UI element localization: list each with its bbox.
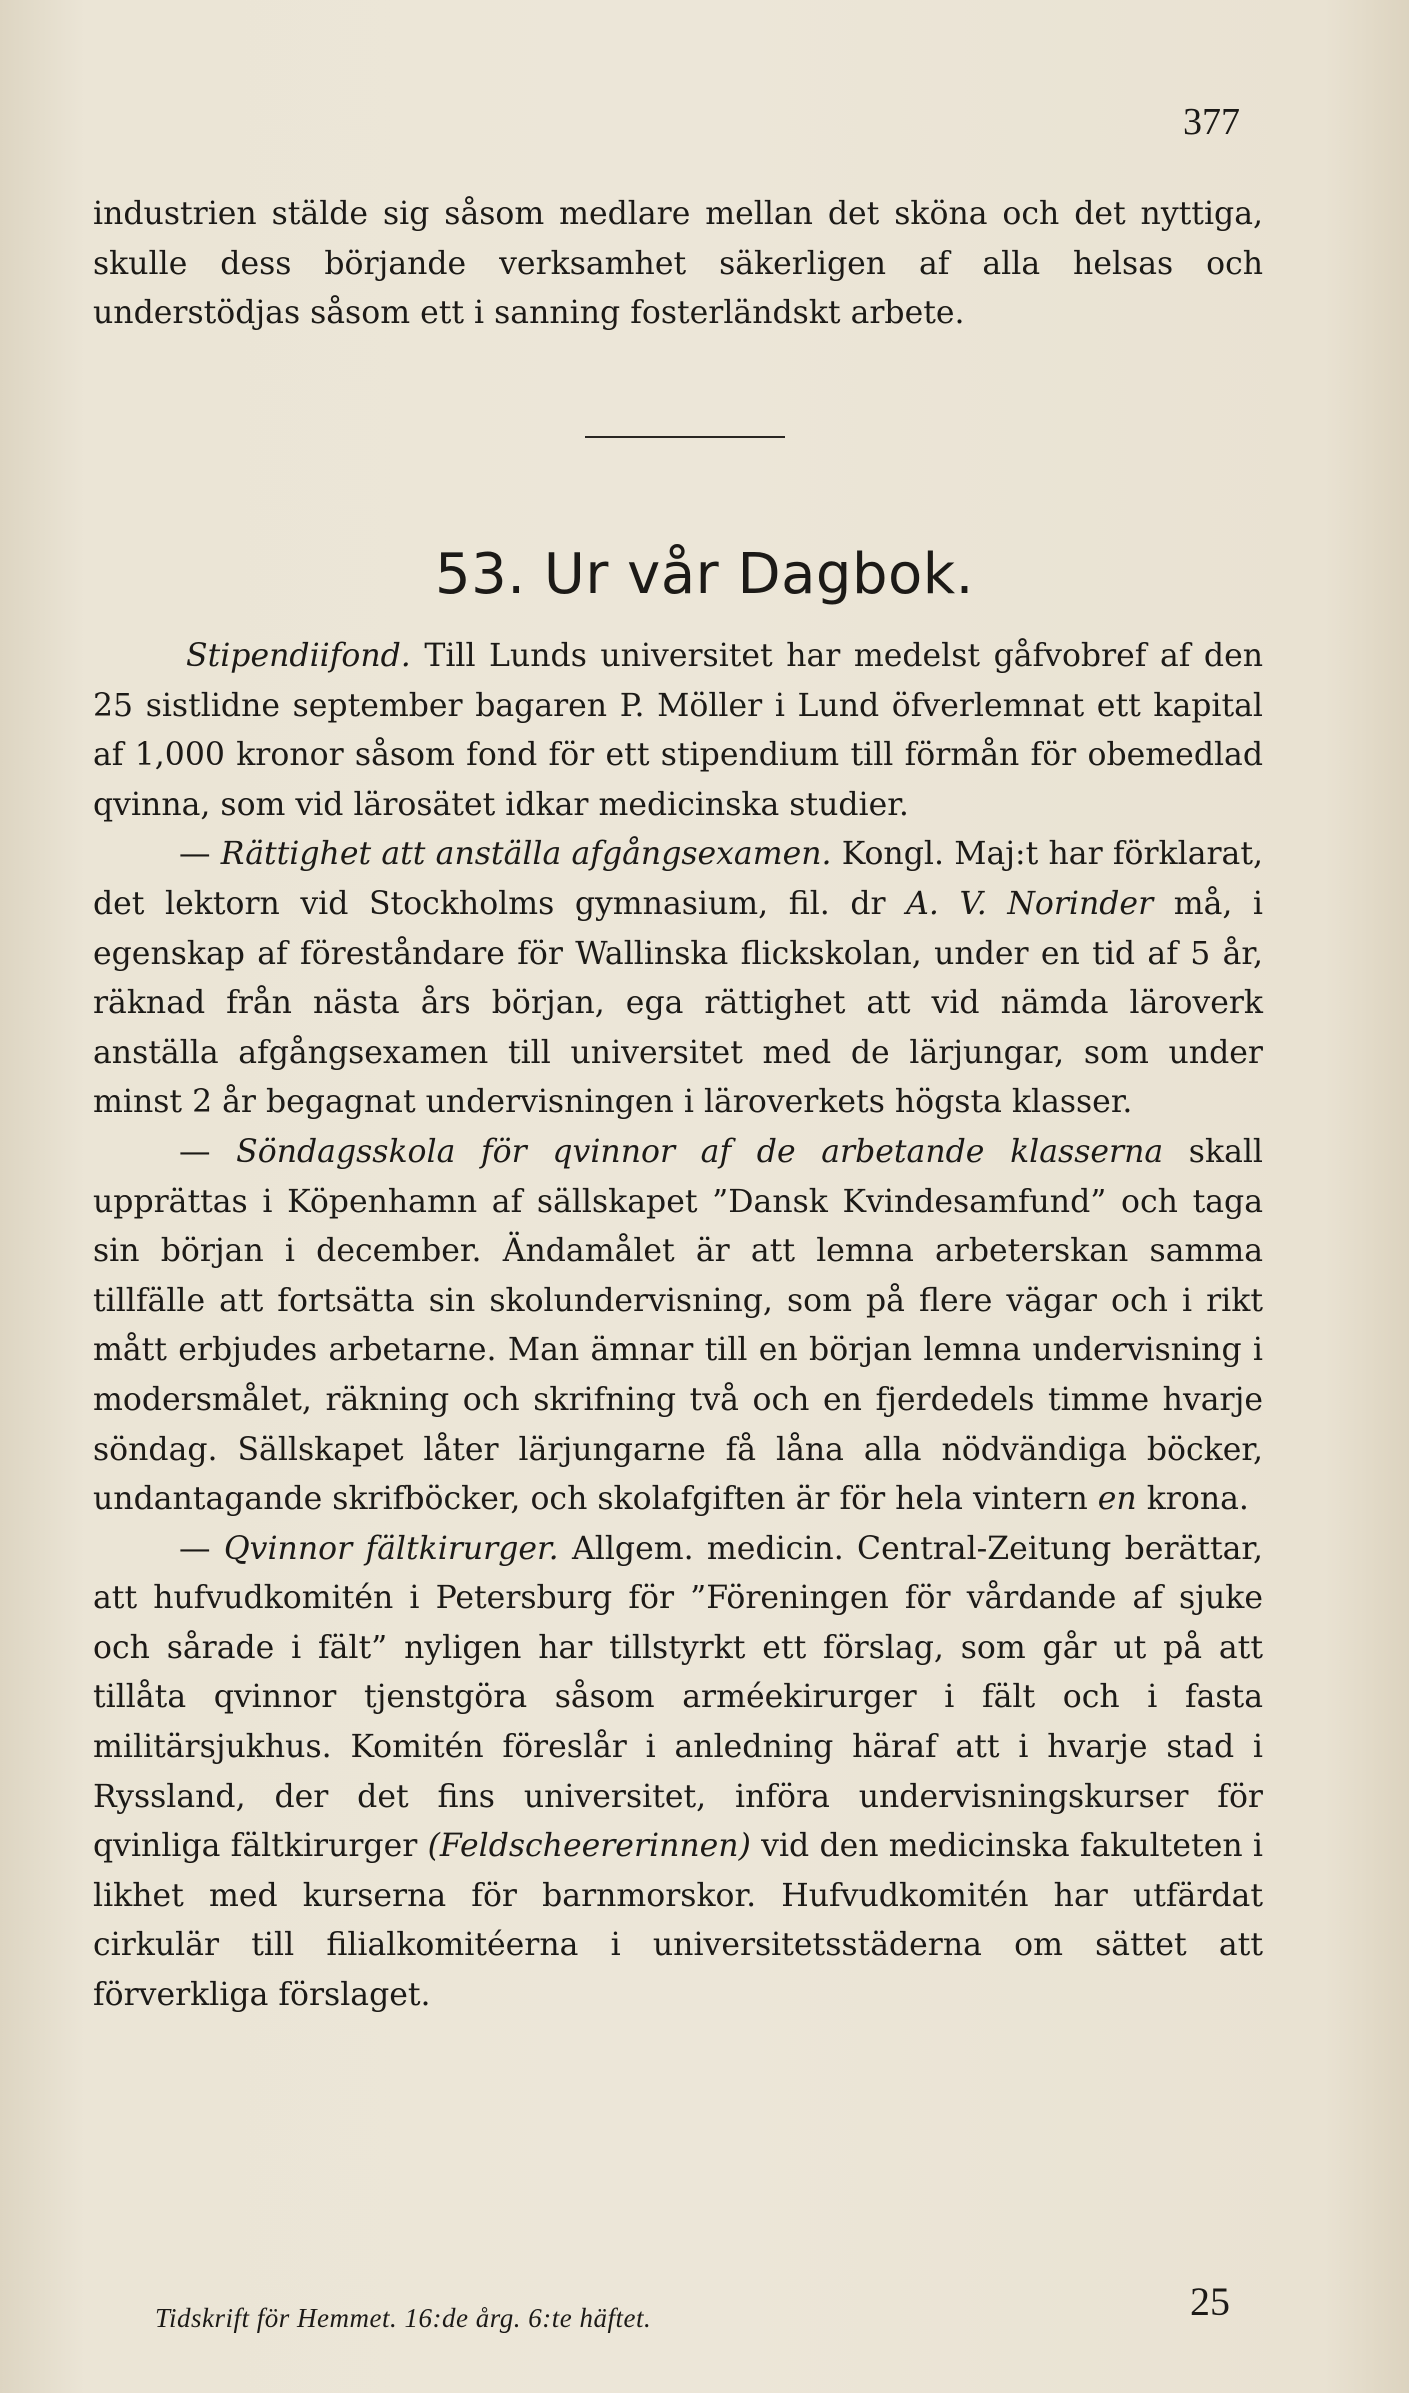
entry-sondagsskola bbox=[93, 1128, 1263, 1525]
entry-text: skall upprättas i Köpenhamn af sällskapet ”Dansk Kvindesamfund” och taga sin början i december. Ändamålet är att lemna arbeterskan samma tillfälle att fortsätta sin skolundervisning, som på flere vägar och i rikt mått erbjudes arbetarne. Man ämnar till en början lemna undervisning i modersmålet, räkning och skrifning två och en fjerdedels timme hvarje söndag. Sällskapet låter lärjungarne få låna alla nödvändiga böcker, undantagande skrifböcker, och skolafgiften är för hela vintern bbox=[93, 1133, 1263, 1518]
entry-rattighet bbox=[93, 830, 1263, 1128]
person-name: A. V. Norinder bbox=[906, 885, 1154, 922]
entry-title: Qvinnor fältkirurger. bbox=[223, 1530, 559, 1567]
section-divider bbox=[585, 436, 785, 438]
entry-text: Kongl. Maj:t har förklarat, det lektorn vid Stockholms gymnasium, fil. dr bbox=[93, 836, 1264, 922]
entry-dash: — bbox=[179, 836, 221, 873]
section-title: 53. Ur vår Dagbok. bbox=[435, 542, 974, 607]
entry-faltkirurger bbox=[93, 1525, 1263, 2021]
entry-dash: — bbox=[179, 1133, 237, 1170]
intro-text: industrien stälde sig såsom medlare mellan det sköna och det nyttiga, skulle dess börjande verksamhet säkerligen af alla helsas och understödjas såsom ett i sanning fosterländskt arbete. bbox=[93, 196, 1263, 332]
entry-text-continued: vid den medicinska fakulteten i likhet med kurserna för barnmorskor. Hufvudkomitén har utfärdat cirkulär till filialkomitéerna i universitetsstäderna om sättet att förverkliga förslaget. bbox=[93, 1828, 1263, 2014]
emphasis: (Feldscheererinnen) bbox=[427, 1828, 751, 1865]
page-number: 377 bbox=[1183, 101, 1240, 143]
signature-mark: 25 bbox=[1190, 2279, 1230, 2324]
entry-text-continued: må, i egenskap af föreståndare för Wallinska flickskolan, under en tid af 5 år, räknad från nästa års början, ega rättighet att vid nämda läroverk anställa afgångsexamen till universitet med de lärjungar, som under minst 2 år begagnat undervisningen i läroverkets högsta klasser. bbox=[93, 885, 1264, 1121]
entry-text-continued: krona. bbox=[1136, 1481, 1249, 1518]
entry-text: Allgem. medicin. Central-Zeitung berättar, att hufvudkomitén i Petersburg för ”Föreningen för vårdande af sjuke och sårade i fält” nyligen har tillstyrkt ett förslag, som går ut på att tillåta qvinnor tjenstgöra såsom arméekirurger i fält och i fasta militärsjukhus. Komitén föreslår i anledning häraf att i hvarje stad i Ryssland, der det fins universitet, införa undervisningskurser för qvinliga fältkirurger bbox=[93, 1530, 1263, 1865]
journal-footer: Tidskrift för Hemmet. 16:de årg. 6:te häftet. bbox=[155, 2303, 652, 2333]
entry-title: Rättighet att anställa afgångsexamen. bbox=[220, 836, 832, 873]
intro-paragraph bbox=[93, 190, 1263, 339]
diary-body bbox=[93, 632, 1263, 2021]
entry-title: Söndagsskola för qvinnor af de arbetande klasserna bbox=[236, 1133, 1164, 1170]
entry-stipendiifond bbox=[93, 632, 1263, 830]
entry-text: Till Lunds universitet har medelst gåfvobref af den 25 sistlidne september bagaren P. Möller i Lund öfverlemnat ett kapital af 1,000 kronor såsom fond för ett stipendium till förmån för obemedlad qvinna, som vid lärosätet idkar medicinska studier. bbox=[93, 638, 1263, 823]
entry-dash: — bbox=[179, 1530, 224, 1567]
emphasis: en bbox=[1097, 1481, 1137, 1518]
entry-title: Stipendiifond. bbox=[186, 638, 411, 674]
